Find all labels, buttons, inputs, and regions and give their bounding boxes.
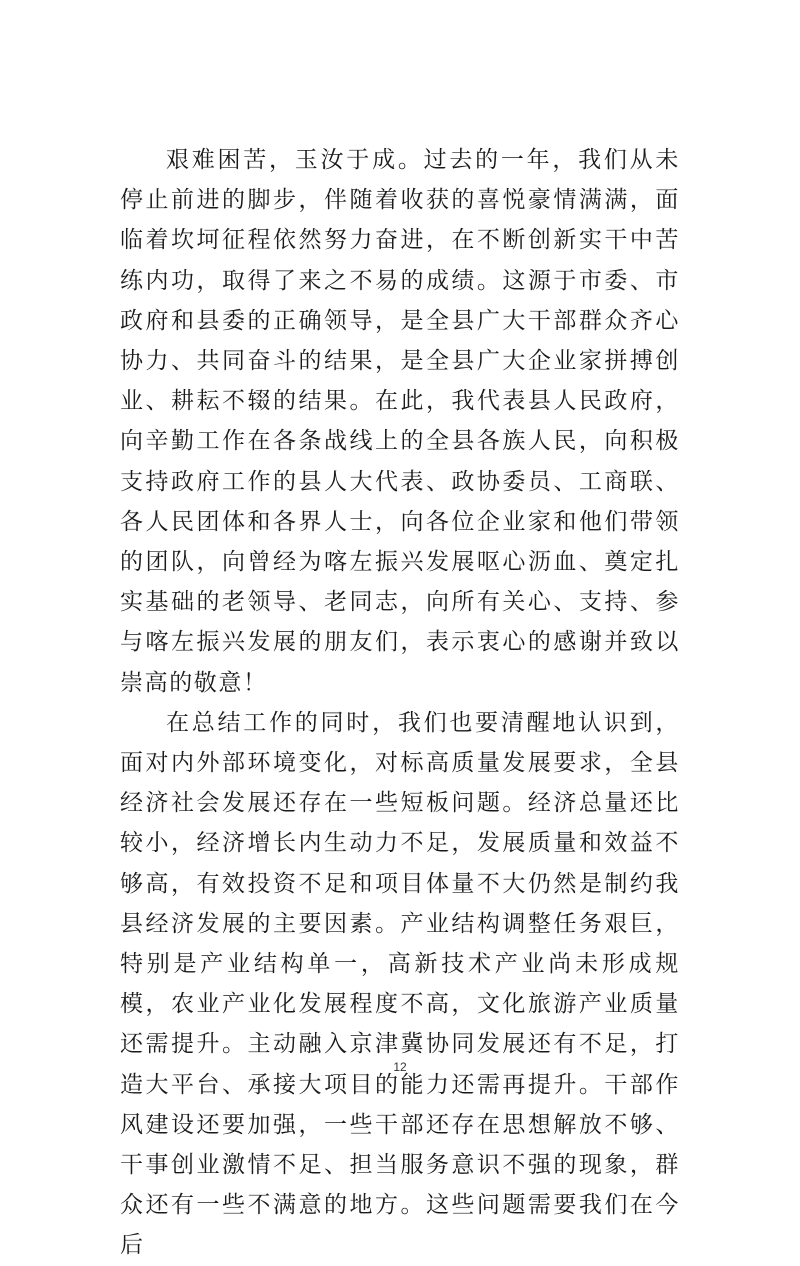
body-text <box>120 140 680 1266</box>
paragraph-1: 艰难困苦，玉汝于成。过去的一年，我们从未停止前进的脚步，伴随着收获的喜悦豪情满满，面临着坎坷征程依然努力奋进，在不断创新实干中苦练内功，取得了来之不易的成绩。这源于市委、市政府和县委的正确领导，是全县广大干部群众齐心协力、共同奋斗的结果，是全县广大企业家拼搏创业、耕耘不辍的结果。在此，我代表县人民政府，向辛勤工作在各条战线上的全县各族人民，向积极支持政府工作的县人大代表、政协委员、工商联、各人民团体和各界人士，向各位企业家和他们带领的团队，向曾经为喀左振兴发展呕心沥血、奠定扎实基础的老领导、老同志，向所有关心、支持、参与喀左振兴发展的朋友们，表示衷心的感谢并致以崇高的敬意！ <box>120 147 680 696</box>
paragraph-2: 在总结工作的同时，我们也要清醒地认识到，面对内外部环境变化，对标高质量发展要求，全县经济社会发展还存在一些短板问题。经济总量还比较小，经济增长内生动力不足，发展质量和效益不够高，有效投资不足和项目体量不大仍然是制约我县经济发展的主要因素。产业结构调整任务艰巨，特别是产业结构单一，高新技术产业尚未形成规模，农业产业化发展程度不高，文化旅游产业质量还需提升。主动融入京津冀协同发展还有不足，打造大平台、承接大项目的能力还需再提升。干部作风建设还要加强，一些干部还存在思想解放不够、干事创业激情不足、担当服务意识不强的现象，群众还有一些不满意的地方。这些问题需要我们在今后 <box>120 709 680 1259</box>
page-number: 12 <box>393 1060 407 1074</box>
